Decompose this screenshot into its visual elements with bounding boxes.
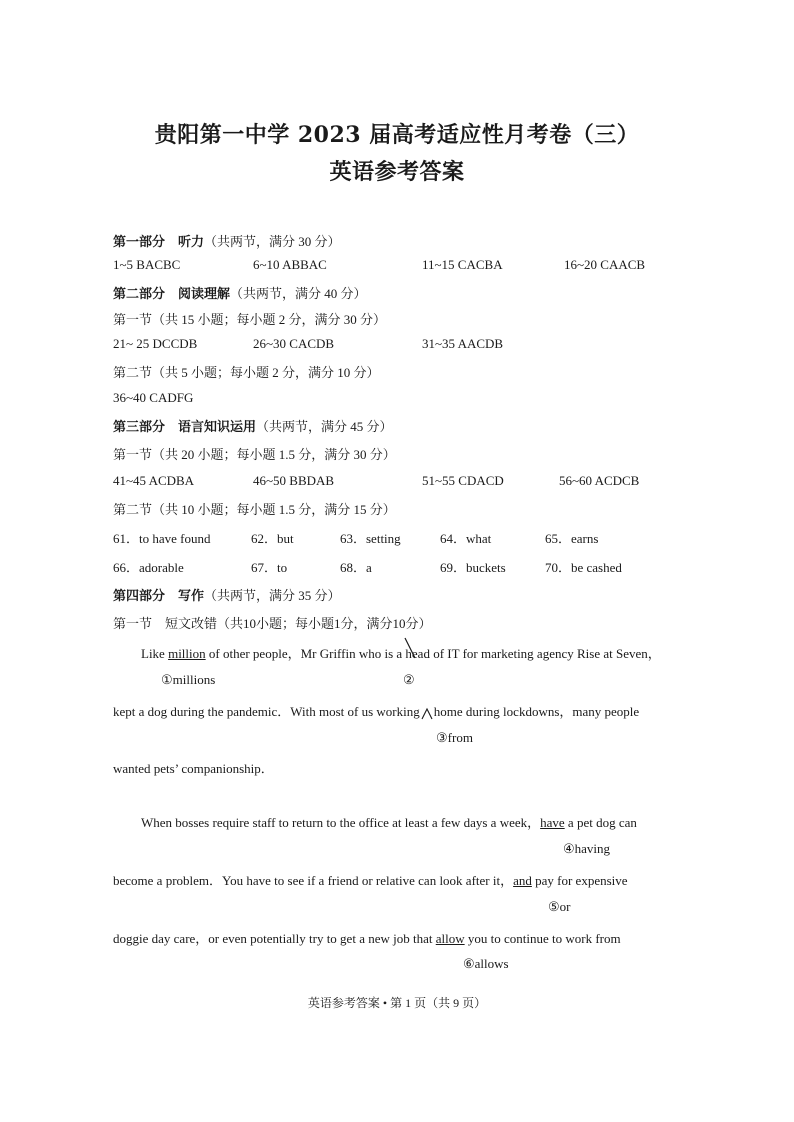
text-run: pay for expensive xyxy=(531,873,628,888)
error-word: and xyxy=(513,873,532,888)
part3-name: 语言知识运用 xyxy=(178,420,257,435)
text-run: become a problem．You have to see if a friend or relative can look after it， xyxy=(113,873,514,888)
answer-group: 26~30 CACDB xyxy=(253,336,335,351)
answer-group: 21~ 25 DCCDB xyxy=(113,336,198,351)
text-run: Like xyxy=(141,646,169,661)
correction-label: ③from xyxy=(436,730,473,745)
answer-group: 46~50 BBDAB xyxy=(253,473,335,488)
answer-group: 36~40 CADFG xyxy=(113,390,194,405)
fill-answer: 64．what xyxy=(440,531,492,546)
answer-group: 16~20 CAACB xyxy=(564,257,646,272)
text-run: you to continue to work from xyxy=(464,931,621,946)
correction-label: ⑤or xyxy=(548,899,571,914)
part4-header xyxy=(113,585,341,604)
section-info: 第一节 短文改错（共10小题；每小题1分，满分10分） xyxy=(113,616,432,631)
part1-heading: 第一部分 xyxy=(113,235,166,250)
passage-line xyxy=(113,870,628,889)
section-info: 第一节（共 15 小题；每小题 2 分，满分 30 分） xyxy=(113,312,387,327)
text-run: kept a dog during the pandemic．With most of us working xyxy=(113,704,420,719)
answer-group: 41~45 ACDBA xyxy=(113,473,195,488)
part2-info: （共两节，满分 40 分） xyxy=(230,286,367,301)
correction-label: ② xyxy=(403,672,415,687)
answer-group: 31~35 AACDB xyxy=(422,336,504,351)
part2-header xyxy=(113,283,367,302)
answer-group: 1~5 BACBC xyxy=(113,257,181,272)
part1-name: 听力 xyxy=(178,235,205,250)
section-info: 第一节（共 20 小题；每小题 1.5 分，满分 30 分） xyxy=(113,447,396,462)
section-info: 第二节（共 10 小题；每小题 1.5 分，满分 15 分） xyxy=(113,502,396,517)
text-run: home during lockdowns，many people xyxy=(433,704,640,719)
fill-answer: 69．buckets xyxy=(440,560,506,575)
page-title: 贵阳第一中学 2023 届高考适应性月考卷（三） xyxy=(154,122,640,148)
correction-label: ④having xyxy=(563,841,611,856)
fill-answer: 62．but xyxy=(251,531,294,546)
part4-name: 写作 xyxy=(178,589,205,604)
passage-line: wanted pets’ companionship． xyxy=(113,761,274,776)
page-subtitle: 英语参考答案 xyxy=(329,159,465,185)
page-footer: 英语参考答案 • 第 1 页（共 9 页） xyxy=(307,996,487,1010)
answer-group: 51~55 CDACD xyxy=(422,473,504,488)
correction-label: ⑥allows xyxy=(463,956,509,971)
error-word: allow xyxy=(435,931,465,946)
error-word: million xyxy=(168,646,206,661)
passage-line xyxy=(141,643,661,662)
part3-info: （共两节，满分 45 分） xyxy=(256,419,393,434)
part1-header xyxy=(113,231,341,250)
part2-heading: 第二部分 xyxy=(113,287,166,302)
part1-info: （共两节，满分 30 分） xyxy=(204,234,341,249)
fill-answer: 70．be cashed xyxy=(545,560,622,575)
fill-answer: 66．adorable xyxy=(113,560,184,575)
error-word: have xyxy=(540,815,565,830)
passage-line xyxy=(113,928,621,947)
text-run: of other people，Mr Griffin who is a head of IT for marketing agency Rise at Seven， xyxy=(205,646,661,661)
part2-name: 阅读理解 xyxy=(178,287,231,302)
fill-answer: 67．to xyxy=(251,560,288,575)
text-run: When bosses require staff to return to the office at least a few days a week， xyxy=(141,815,541,830)
answer-group: 6~10 ABBAC xyxy=(253,257,327,272)
deletion-mark-icon xyxy=(402,636,418,662)
fill-answer: 61．to have found xyxy=(113,531,211,546)
part4-heading: 第四部分 xyxy=(113,589,166,604)
text-run: doggie day care，or even potentially try to get a new job that xyxy=(113,931,436,946)
text-run: a pet dog can xyxy=(564,815,637,830)
answer-group: 56~60 ACDCB xyxy=(559,473,640,488)
section-info: 第二节（共 5 小题；每小题 2 分，满分 10 分） xyxy=(113,365,380,380)
fill-answer: 63．setting xyxy=(340,531,401,546)
part3-header xyxy=(113,416,393,435)
part3-heading: 第三部分 xyxy=(113,420,166,435)
passage-line xyxy=(113,701,639,720)
correction-label: ①millions xyxy=(161,672,216,687)
part4-info: （共两节，满分 35 分） xyxy=(204,588,341,603)
answer-group: 11~15 CACBA xyxy=(422,257,503,272)
fill-answer: 65．earns xyxy=(545,531,599,546)
passage-line xyxy=(141,812,637,831)
fill-answer: 68．a xyxy=(340,560,372,575)
